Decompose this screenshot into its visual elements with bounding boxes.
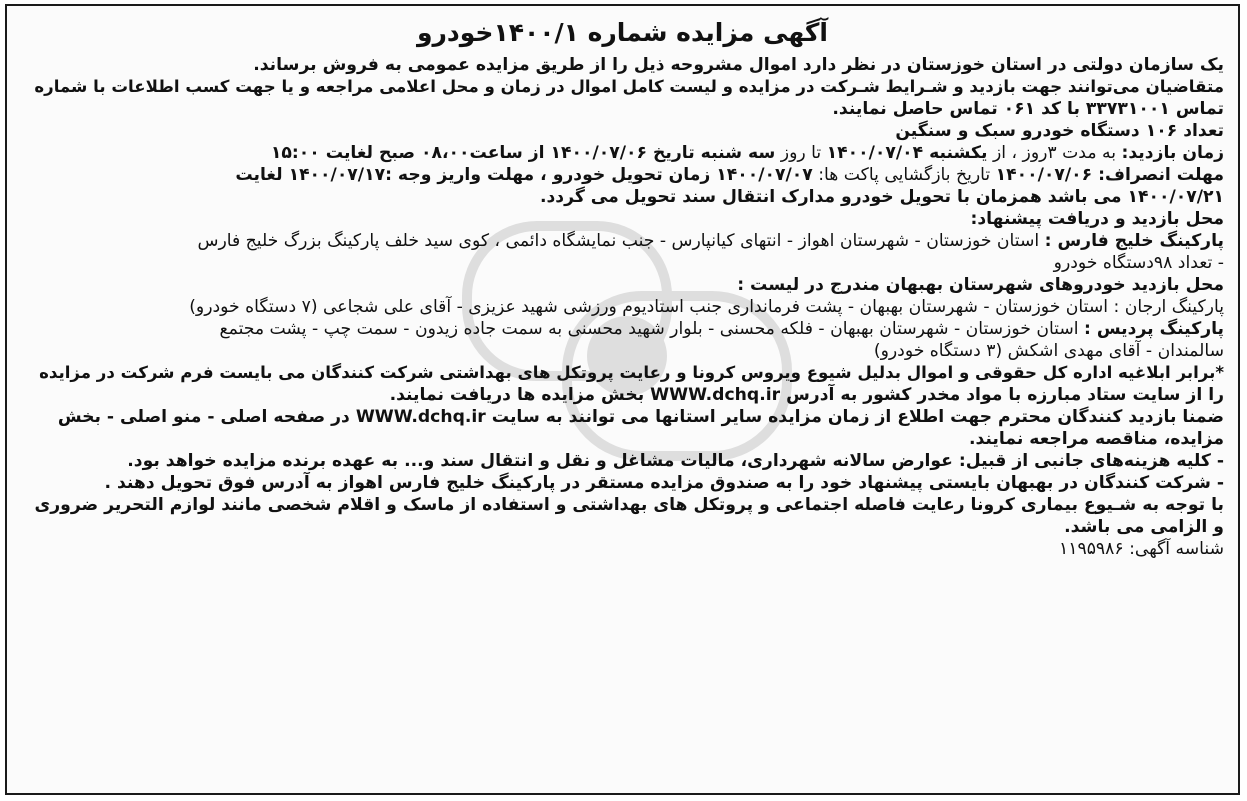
notice-line (21, 98, 1224, 120)
notice-text: تعداد ۱۰۶ دستگاه خودرو سبک و سنگین (895, 121, 1224, 141)
notice-line (21, 516, 1224, 538)
notice-line (21, 472, 1224, 494)
website-address: WWW.dchq.ir (355, 407, 486, 427)
notice-text: تماس ۳۳۷۳۱۰۰۱ با کد ۰۶۱ تماس حاصل نمایند. (832, 99, 1224, 119)
notice-line (21, 538, 1224, 560)
notice-text: استان خوزستان - شهرستان بهبهان - فلکه محسنی - بلوار شهید محسنی به سمت جاده زیدون - سمت چپ - پشت مجتمع (219, 319, 1085, 339)
notice-text: پارکینگ خلیج فارس : (1044, 231, 1224, 251)
notice-text: شناسه آگهی: ۱۱۹۵۹۸۶ (1059, 539, 1224, 559)
notice-text: یکشنبه ۱۴۰۰/۰۷/۰۴ (826, 143, 988, 163)
notice-text: محل بازدید و دریافت پیشنهاد: (970, 209, 1224, 229)
notice-text: پارکینگ ارجان : استان خوزستان - شهرستان بهبهان - پشت فرمانداری جنب استادیوم ورزشی شهید عزیزی - آقای علی شجاعی (۷ دستگاه خودرو) (189, 297, 1224, 317)
notice-lines (21, 54, 1224, 560)
notice-text: - تعداد ۹۸دستگاه خودرو (1053, 253, 1224, 273)
notice-line (21, 230, 1224, 252)
notice-line (21, 208, 1224, 230)
notice-text: ضمنا بازدید کنندگان محترم جهت اطلاع از زمان مزایده سایر استانها می توانند به سایت (485, 407, 1224, 427)
notice-text: و الزامی می باشد. (1064, 517, 1224, 537)
notice-text: تا روز (775, 143, 827, 163)
notice-line (21, 494, 1224, 516)
notice-line (21, 186, 1224, 208)
notice-line (21, 274, 1224, 296)
notice-line (21, 428, 1224, 450)
notice-line (21, 362, 1224, 384)
notice-text: با توجه به شـیوع بیماری کرونا رعایت فاصله اجتماعی و پروتکل های بهداشتی و استفاده از ماسک و اقلام شخصی مانند لوازم التحریر ضروری (34, 495, 1224, 515)
notice-text: استان خوزستان - شهرستان اهواز - انتهای کیانپارس - جنب نمایشگاه دائمی ، کوی سید خلف پارکینگ بزرگ خلیج فارس (197, 231, 1045, 251)
notice-line (21, 296, 1224, 318)
notice-line (21, 406, 1224, 428)
notice-text: ۱۴۰۰/۰۷/۲۱ می باشد همزمان با تحویل خودرو مدارک انتقال سند تحویل می گردد. (539, 187, 1224, 207)
notice-text: ۱۴۰۰/۰۷/۰۷ (716, 165, 813, 185)
notice-text: یک سازمان دولتی در استان خوزستان در نظر دارد اموال مشروحه ذیل را از طریق مزایده عمومی به فروش برساند. (253, 55, 1224, 75)
notice-text: مهلت انصراف: ۱۴۰۰/۰۷/۰۶ (995, 165, 1224, 185)
notice-body (21, 14, 1224, 560)
notice-text: تاریخ بازگشایی پاکت ها: (812, 165, 996, 185)
notice-text: متقاضیان می‌توانند جهت بازدید و شـرایط شـرکت در مزایده و لیست کامل اموال در زمان و محل اعلامی مراجعه و یا جهت کسب اطلاعات با شماره (34, 77, 1224, 96)
notice-text: سالمندان - آقای مهدی اشکش (۳ دستگاه خودرو) (873, 341, 1224, 361)
notice-title: آگهی مزایده شماره ۱۴۰۰/۱خودرو (417, 18, 828, 47)
notice-text: *برابر ابلاغیه اداره کل حقوقی و اموال بدلیل شیوع ویروس کرونا و رعایت پروتکل های بهداشتی شرکت کنندگان می بایست فرم شرکت در مزایده (39, 363, 1224, 382)
notice-text: بخش مزایده ها دریافت نمایند. (389, 385, 651, 405)
notice-line (21, 142, 1224, 164)
notice-text: را از سایت ستاد مبارزه با مواد مخدر کشور به آدرس (780, 385, 1224, 405)
notice-text: از ساعت۰۸،۰۰ صبح لغایت ۱۵:۰۰ (270, 143, 551, 163)
notice-text: - کلیه هزینه‌های جانبی از قبیل: عوارض سالانه شهرداری، مالیات مشاغل و نقل و انتقال سند و... به عهده برنده مزایده خواهد بود. (127, 451, 1224, 471)
notice-text: در صفحه اصلی - منو اصلی - بخش (57, 407, 356, 427)
notice-line (21, 54, 1224, 76)
notice-line (21, 252, 1224, 274)
notice-line (21, 450, 1224, 472)
notice-text: مزایده، مناقصه مراجعه نمایند. (968, 429, 1224, 449)
notice-line (21, 164, 1224, 186)
notice-text: - شرکت کنندگان در بهبهان بایستی پیشنهاد خود را به صندوق مزایده مستقر در پارکینگ خلیج فارس اهواز به آدرس فوق تحویل دهند . (104, 473, 1224, 493)
notice-text: محل بازدید خودروهای شهرستان بهبهان مندرج در لیست : (737, 275, 1224, 295)
notice-line (21, 76, 1224, 98)
notice-text: زمان تحویل خودرو ، مهلت واریز وجه :۱۴۰۰/۰۷/۱۷ لغایت (235, 165, 717, 185)
notice-text: پارکینگ پردیس : (1084, 319, 1224, 339)
notice-text: زمان بازدید: (1121, 143, 1224, 163)
notice-text: سه شنبه تاریخ ۱۴۰۰/۰۷/۰۶ (550, 143, 776, 163)
notice-line (21, 340, 1224, 362)
notice-frame (5, 4, 1240, 795)
notice-line (21, 318, 1224, 340)
notice-line (21, 384, 1224, 406)
notice-line (21, 120, 1224, 142)
notice-text: به مدت ۳روز ، از (987, 143, 1122, 163)
website-address: WWW.dchq.ir (650, 385, 781, 405)
